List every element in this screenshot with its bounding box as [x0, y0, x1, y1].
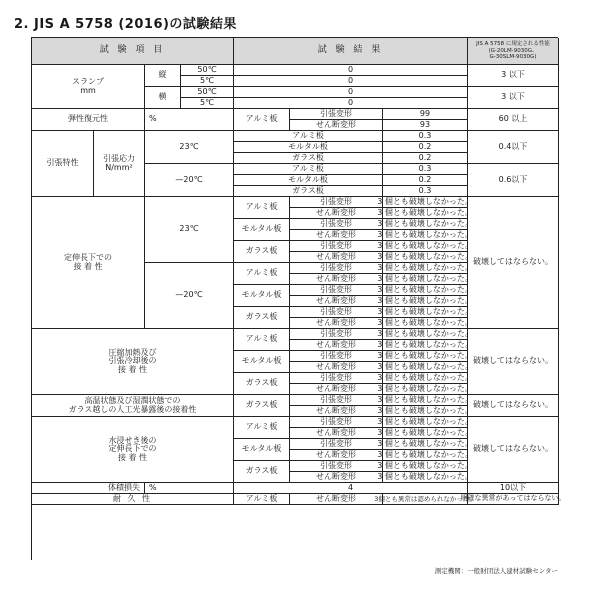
deformation-shear: せん断変形	[290, 428, 383, 439]
adhesion-temp-23: 23℃	[145, 197, 234, 263]
adhesion-substrate: ガラス板	[234, 241, 290, 263]
adhesion-result: 3 個とも破壊しなかった。	[383, 384, 468, 395]
adhesion-result: 3 個とも破壊しなかった。	[383, 263, 468, 274]
tensile-substrate: ガラス板	[234, 153, 383, 164]
deformation-shear: せん断変形	[290, 274, 383, 285]
deformation-tension: 引張変形	[290, 263, 383, 274]
adhesion-result: 3 個とも破壊しなかった。	[383, 428, 468, 439]
durability-substrate: アルミ板	[234, 494, 290, 505]
tensile-substrate: アルミ板	[234, 164, 383, 175]
adhesion-substrate: アルミ板	[234, 197, 290, 219]
adhesion-temp-m20: —20℃	[145, 263, 234, 329]
elastic-tension-label: 引張変形	[290, 109, 383, 120]
deformation-shear: せん断変形	[290, 318, 383, 329]
adhesion-substrate: アルミ板	[234, 329, 290, 351]
adhesion-substrate: モルタル板	[234, 439, 290, 461]
adhesion-substrate: ガラス板	[234, 307, 290, 329]
adhesion-result: 3 個とも破壊しなかった。	[383, 472, 468, 483]
adhesion-substrate: アルミ板	[234, 263, 290, 285]
elastic-shear-label: せん断変形	[290, 120, 383, 131]
elastic-shear-value: 93	[383, 120, 468, 131]
tensile-value: 0.3	[383, 186, 468, 197]
elastic-tension-value: 99	[383, 109, 468, 120]
slump-value: 0	[234, 98, 468, 109]
adhesion-result: 3 個とも破壊しなかった。	[383, 351, 468, 362]
deformation-shear: せん断変形	[290, 252, 383, 263]
adhesion-compression-requirement: 破壊してはならない。	[468, 329, 559, 395]
tensile-substrate: モルタル板	[234, 142, 383, 153]
adhesion-water-requirement: 破壊してはならない。	[468, 417, 559, 483]
adhesion-result: 3 個とも破壊しなかった。	[383, 285, 468, 296]
adhesion-result: 3 個とも破壊しなかった。	[383, 230, 468, 241]
adhesion-result: 3 個とも破壊しなかった。	[383, 329, 468, 340]
deformation-shear: せん断変形	[290, 362, 383, 373]
tensile-substrate: ガラス板	[234, 186, 383, 197]
tensile-requirement-m20: 0.6以下	[468, 164, 559, 197]
volume-loss-label: 体積損失	[32, 483, 145, 494]
slump-temp: 5℃	[181, 98, 234, 109]
durability-value: 3個とも異常は認められなかった。	[383, 494, 468, 505]
adhesion-constant-requirement: 破壊してはならない。	[468, 197, 559, 329]
document-title: 2. JIS A 5758 (2016)の試験結果	[14, 17, 237, 32]
adhesion-result: 3 個とも破壊しなかった。	[383, 362, 468, 373]
deformation-tension: 引張変形	[290, 417, 383, 428]
elastic-recovery-label: 弾性復元性	[32, 109, 145, 131]
slump-requirement: 3 以下	[468, 65, 559, 87]
results-table	[31, 37, 566, 560]
deformation-tension: 引張変形	[290, 329, 383, 340]
adhesion-result: 3 個とも破壊しなかった。	[383, 197, 468, 208]
slump-value: 0	[234, 65, 468, 76]
adhesion-result: 3 個とも破壊しなかった。	[383, 450, 468, 461]
elastic-substrate: アルミ板	[234, 109, 290, 131]
deformation-shear: せん断変形	[290, 296, 383, 307]
tensile-value: 0.2	[383, 153, 468, 164]
adhesion-uv-requirement: 破壊してはならない。	[468, 395, 559, 417]
tensile-temp-23: 23℃	[145, 131, 234, 164]
deformation-tension: 引張変形	[290, 461, 383, 472]
adhesion-result: 3 個とも破壊しなかった。	[383, 395, 468, 406]
elastic-recovery-unit: %	[145, 109, 234, 131]
deformation-tension: 引張変形	[290, 285, 383, 296]
tensile-value: 0.3	[383, 131, 468, 142]
adhesion-result: 3 個とも破壊しなかった。	[383, 274, 468, 285]
adhesion-result: 3 個とも破壊しなかった。	[383, 439, 468, 450]
slump-label: スランプ mm	[32, 65, 145, 109]
slump-value: 0	[234, 87, 468, 98]
slump-horizontal-label: 横	[145, 87, 181, 109]
adhesion-result: 3 個とも破壊しなかった。	[383, 307, 468, 318]
durability-mode: せん断変形	[290, 494, 383, 505]
adhesion-result: 3 個とも破壊しなかった。	[383, 417, 468, 428]
deformation-tension: 引張変形	[290, 241, 383, 252]
deformation-tension: 引張変形	[290, 307, 383, 318]
tensile-substrate: アルミ板	[234, 131, 383, 142]
deformation-tension: 引張変形	[290, 395, 383, 406]
tensile-requirement-23: 0.4以下	[468, 131, 559, 164]
adhesion-substrate: ガラス板	[234, 461, 290, 483]
adhesion-substrate: アルミ板	[234, 417, 290, 439]
slump-value: 0	[234, 76, 468, 87]
adhesion-result: 3 個とも破壊しなかった。	[383, 219, 468, 230]
tensile-label: 引張特性	[32, 131, 94, 197]
deformation-tension: 引張変形	[290, 351, 383, 362]
slump-temp: 5℃	[181, 76, 234, 87]
deformation-tension: 引張変形	[290, 219, 383, 230]
tensile-temp-m20: —20℃	[145, 164, 234, 197]
volume-loss-unit: %	[145, 483, 234, 494]
deformation-shear: せん断変形	[290, 208, 383, 219]
deformation-shear: せん断変形	[290, 450, 383, 461]
deformation-shear: せん断変形	[290, 230, 383, 241]
deformation-shear: せん断変形	[290, 340, 383, 351]
deformation-tension: 引張変形	[290, 439, 383, 450]
adhesion-result: 3 個とも破壊しなかった。	[383, 340, 468, 351]
slump-requirement: 3 以下	[468, 87, 559, 109]
adhesion-result: 3 個とも破壊しなかった。	[383, 252, 468, 263]
adhesion-result: 3 個とも破壊しなかった。	[383, 208, 468, 219]
slump-temp: 50℃	[181, 65, 234, 76]
durability-requirement: 明確な異常があってはならない。	[468, 494, 559, 505]
deformation-shear: せん断変形	[290, 472, 383, 483]
slump-vertical-label: 縦	[145, 65, 181, 87]
volume-loss-requirement: 10以下	[468, 483, 559, 494]
adhesion-substrate: ガラス板	[234, 373, 290, 395]
adhesion-uv-substrate: ガラス板	[234, 395, 290, 417]
deformation-shear: せん断変形	[290, 384, 383, 395]
adhesion-result: 3 個とも破壊しなかった。	[383, 406, 468, 417]
header-test-item: 試 験 項 目	[32, 38, 234, 65]
deformation-tension: 引張変形	[290, 373, 383, 384]
tensile-substrate: モルタル板	[234, 175, 383, 186]
adhesion-result: 3 個とも破壊しなかった。	[383, 241, 468, 252]
adhesion-constant-label: 定伸長下での 接 着 性	[32, 197, 145, 329]
adhesion-water-label: 水浸せき後の 定伸長下での 接 着 性	[32, 417, 234, 483]
header-test-result: 試 験 結 果	[234, 38, 468, 65]
deformation-tension: 引張変形	[290, 197, 383, 208]
tensile-value: 0.2	[383, 175, 468, 186]
adhesion-substrate: モルタル板	[234, 351, 290, 373]
elastic-requirement: 60 以上	[468, 109, 559, 131]
adhesion-substrate: モルタル板	[234, 219, 290, 241]
testing-organization: 測定機関：一般財団法人建材試験センター	[434, 567, 558, 575]
adhesion-result: 3 個とも破壊しなかった。	[383, 373, 468, 384]
adhesion-compression-label: 圧縮加熱及び 引張冷却後の 接 着 性	[32, 329, 234, 395]
tensile-stress-label: 引張応力 N/mm²	[94, 131, 145, 197]
slump-temp: 50℃	[181, 87, 234, 98]
adhesion-substrate: モルタル板	[234, 285, 290, 307]
adhesion-result: 3 個とも破壊しなかった。	[383, 296, 468, 307]
tensile-value: 0.3	[383, 164, 468, 175]
volume-loss-value: 4	[234, 483, 468, 494]
adhesion-result: 3 個とも破壊しなかった。	[383, 461, 468, 472]
adhesion-result: 3 個とも破壊しなかった。	[383, 318, 468, 329]
adhesion-uv-label: 高温状態及び湿潤状態での ガラス越しの人工光暴露後の接着性	[32, 395, 234, 417]
tensile-value: 0.2	[383, 142, 468, 153]
deformation-shear: せん断変形	[290, 406, 383, 417]
header-requirement: JIS A 5758 に規定される性能 (G-20LM-9030G、 G-30SLM-9030G)	[468, 38, 559, 65]
durability-label: 耐 久 性	[32, 494, 234, 505]
